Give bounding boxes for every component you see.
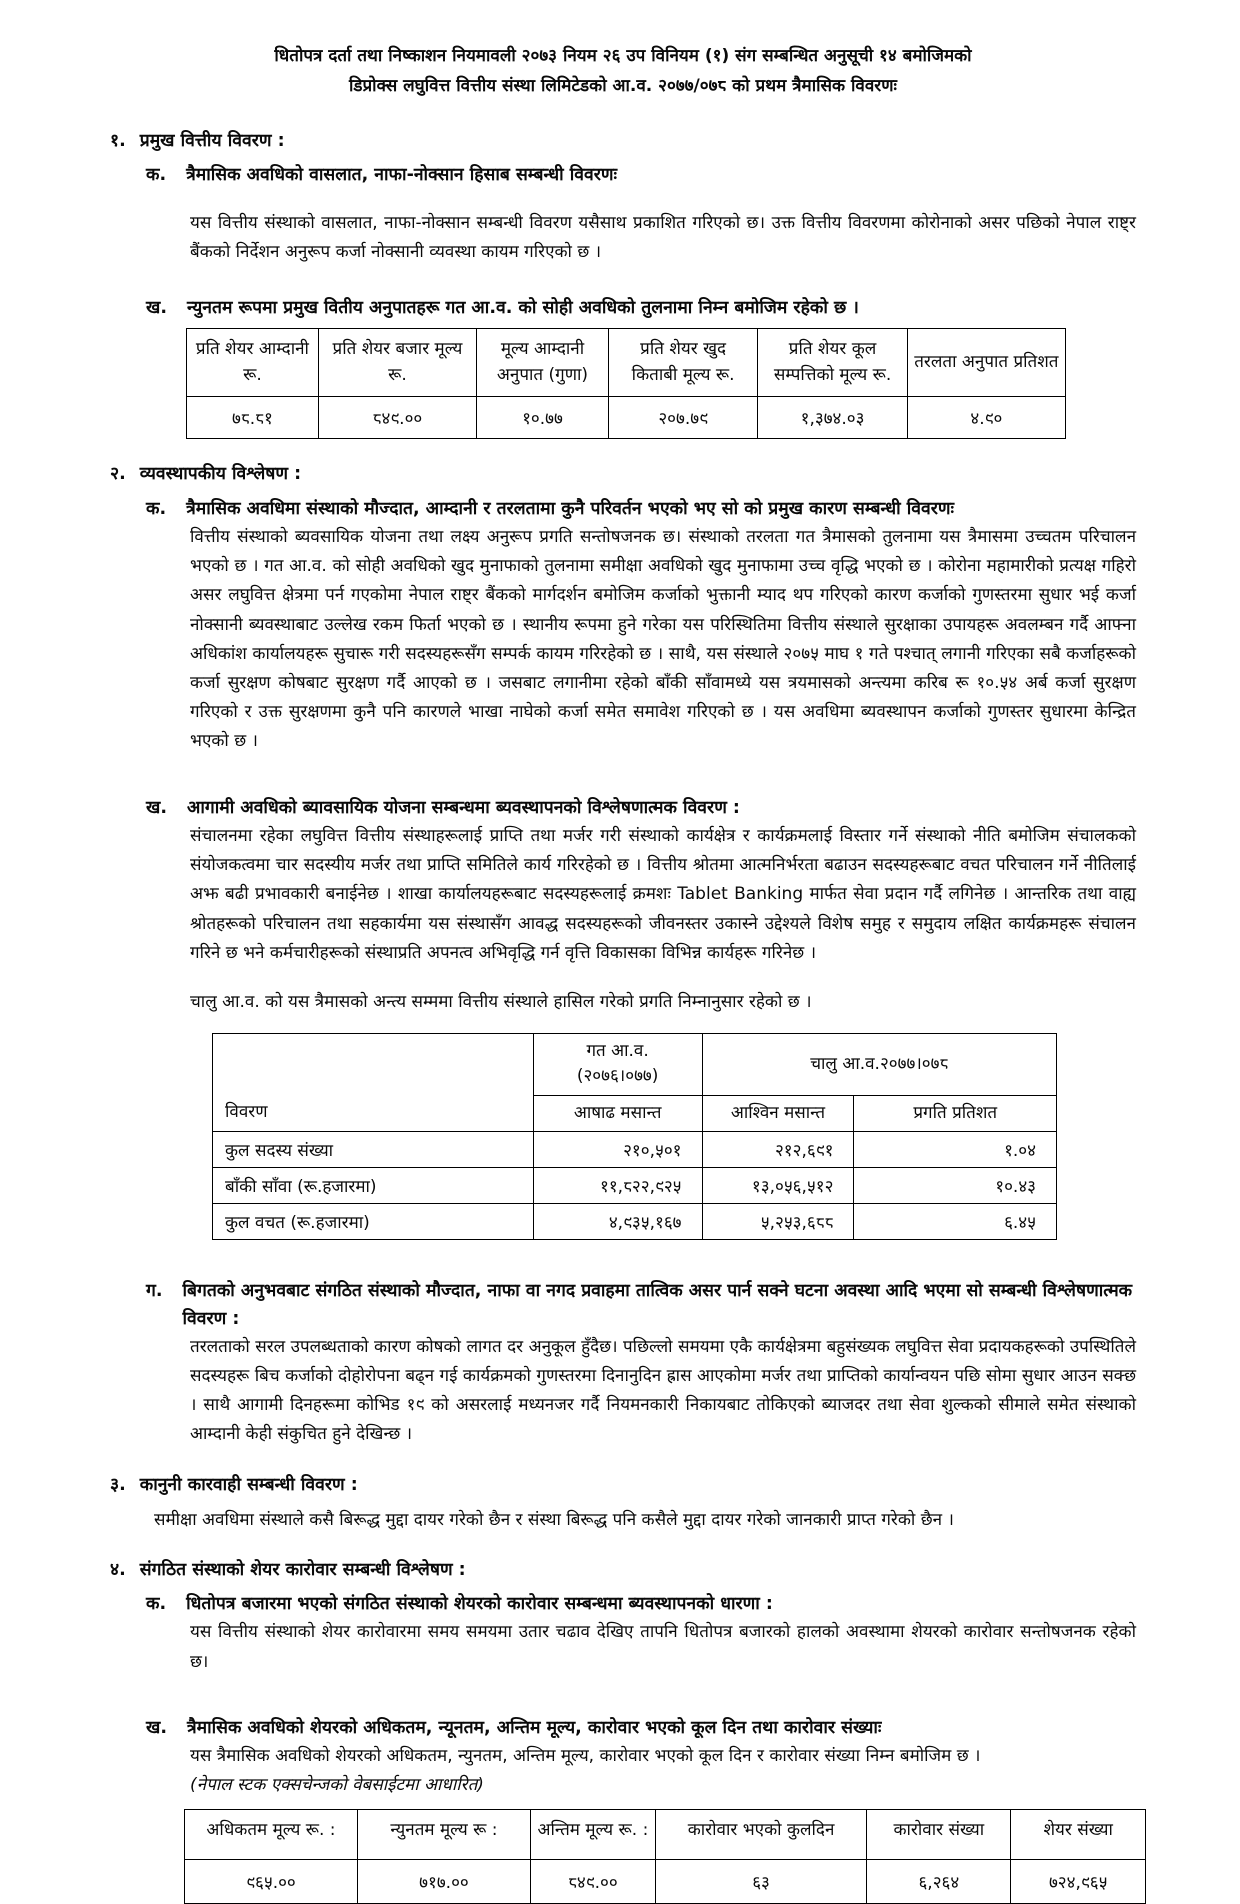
item-heading: धितोपत्र बजारमा भएको संगठित संस्थाको शेयरको कारोवार सम्बन्धमा ब्यवस्थापनको धारणा : xyxy=(186,1594,773,1615)
item-heading: त्रैमासिक अवधिको शेयरको अधिकतम, न्यूनतम, अन्तिम मूल्य, कारोवार भएको कूल दिन तथा कारोवार संख्याः xyxy=(186,1717,882,1738)
section-2-item-kha xyxy=(146,795,1136,1241)
item-label: ख. xyxy=(146,298,167,319)
item-label: क. xyxy=(146,498,167,519)
section-4-item-kha xyxy=(146,1715,1136,1904)
share-trading-table xyxy=(184,1809,1146,1904)
previous-fy-line1: गत आ.व. xyxy=(586,1040,649,1061)
table-row xyxy=(213,1204,1057,1240)
progress-table xyxy=(212,1033,1057,1241)
table-cell: ७१७.०० xyxy=(357,1860,530,1904)
table-row xyxy=(187,397,1066,439)
table-header-row xyxy=(185,1809,1146,1860)
table-cell: २१०,५०१ xyxy=(533,1132,702,1168)
section-2-item-ka xyxy=(146,496,1136,757)
section-1-number: १. xyxy=(110,130,126,151)
table-cell: ७२४,९६५ xyxy=(1011,1860,1146,1904)
table-cell: २१२,६९१ xyxy=(702,1132,854,1168)
table-header-row xyxy=(187,329,1066,397)
item-heading: त्रैमासिक अवधिमा संस्थाको मौज्दात, आम्दानी र तरलतामा कुनै परिवर्तन भएको भए सो को प्रमुख कारण सम्बन्धी विवरणः xyxy=(186,498,955,519)
section-2-number: २. xyxy=(110,464,126,485)
table-cell: ४.९० xyxy=(907,397,1065,439)
table-cell-description: बाँकी साँवा (रू.हजारमा) xyxy=(213,1168,534,1204)
section-4-kha-body: यस त्रैमासिक अवधिको शेयरको अधिकतम, न्युनतम, अन्तिम मूल्य, कारोवार भएको कूल दिन र कारोवार संख्या निम्न बमोजिम छ । xyxy=(190,1746,981,1767)
section-1-title: प्रमुख वित्तीय विवरण : xyxy=(139,130,285,151)
table-cell: ५,२५३,६८८ xyxy=(702,1204,854,1240)
table-cell: १.०४ xyxy=(854,1132,1057,1168)
column-header: कारोवार संख्या xyxy=(867,1809,1011,1860)
data-source-note: (नेपाल स्टक एक्सचेन्जको वेबसाईटमा आधारित) xyxy=(190,1775,484,1796)
item-label: क. xyxy=(146,1594,167,1615)
item-heading: बिगतको अनुभवबाट संगठित संस्थाको मौज्दात, नाफा वा नगद प्रवाहमा तात्विक असर पार्न सक्ने घटना अवस्था आदि भएमा सो सम्बन्धी विश्लेषणात्मक विवरण : xyxy=(182,1281,1133,1329)
section-1-item-ka xyxy=(146,162,1136,268)
table-cell: २०७.७९ xyxy=(608,397,757,439)
item-heading: आगामी अवधिको ब्यावसायिक योजना सम्बन्धमा ब्यवस्थापनको विश्लेषणात्मक विवरण : xyxy=(186,797,740,818)
table-cell-description: कुल वचत (रू.हजारमा) xyxy=(213,1204,534,1240)
column-header: प्रति शेयर बजार मूल्य रू. xyxy=(318,329,476,397)
column-header: तरलता अनुपात प्रतिशत xyxy=(907,329,1065,397)
column-header: मूल्य आम्दानी अनुपात (गुणा) xyxy=(477,329,609,397)
column-header-current-fy: चालु आ.व.२०७७।०७८ xyxy=(702,1033,1056,1095)
section-3 xyxy=(110,1472,1136,1535)
column-header: प्रति शेयर कूल सम्पत्तिको मूल्य रू. xyxy=(758,329,907,397)
section-3-number: ३. xyxy=(110,1474,126,1495)
table-cell: ६.४५ xyxy=(854,1204,1057,1240)
subcolumn-header: आश्विन मसान्त xyxy=(702,1095,854,1132)
section-1-ka-body: यस वित्तीय संस्थाको वासलात, नाफा-नोक्सान सम्बन्धी विवरण यसैसाथ प्रकाशित गरिएको छ। उक्त वित्तीय विवरणमा कोरोनाको असर पछिको नेपाल राष्ट्र बैंकको निर्देशन अनुरूप कर्जा नोक्सानी व्यवस्था कायम गरिएको छ । xyxy=(190,212,1136,263)
column-header: प्रति शेयर आम्दानी रू. xyxy=(187,329,319,397)
section-3-title: कानुनी कारवाही सम्बन्धी विवरण : xyxy=(139,1474,358,1495)
item-label: ख. xyxy=(146,1717,167,1738)
table-cell: ७८.८१ xyxy=(187,397,319,439)
table-cell: ८४९.०० xyxy=(530,1860,655,1904)
section-2-item-ga xyxy=(146,1278,1136,1449)
section-4 xyxy=(110,1557,1136,1904)
table-cell: ४,९३५,१६७ xyxy=(533,1204,702,1240)
column-header: शेयर संख्या xyxy=(1011,1809,1146,1860)
table-cell: ८४९.०० xyxy=(318,397,476,439)
section-4-number: ४. xyxy=(110,1560,126,1581)
table-cell: ६३ xyxy=(655,1860,866,1904)
table-cell: १०.४३ xyxy=(854,1168,1057,1204)
item-label: ख. xyxy=(146,797,167,818)
item-heading: न्युनतम रूपमा प्रमुख वितीय अनुपातहरू गत आ.व. को सोही अवधिको तुलनामा निम्न बमोजिम रहेको छ । xyxy=(186,298,859,319)
section-2-ga-body: तरलताको सरल उपलब्धताको कारण कोषको लागत दर अनुकूल हुँदैछ। पछिल्लो समयमा एकै कार्यक्षेत्रमा बहुसंख्यक लघुवित्त सेवा प्रदायकहरूको उपस्थितिले सदस्यहरू बिच कर्जाको दोहोरोपना बढ्न गई कार्यक्रमको गुणस्तरमा दिनानुदिन ह्रास आएकोमा मर्जर तथा प्राप्तिको कार्यान्वयन पछि सोमा सुधार आउन सक्छ । साथै आगामी दिनहरूमा कोभिड १९ को असरलाई मध्यनजर गर्दै नियमनकारी निकायबाट तोकिएको ब्याजदर तथा सेवा शुल्कको सीमाले समेत संस्थाको आम्दानी केही संकुचित हुने देखिन्छ । xyxy=(190,1336,1136,1445)
table-cell: १३,०५६,५१२ xyxy=(702,1168,854,1204)
table-header-row xyxy=(213,1033,1057,1095)
column-header: प्रति शेयर खुद किताबी मूल्य रू. xyxy=(608,329,757,397)
item-heading: त्रैमासिक अवधिको वासलात, नाफा-नोक्सान हिसाब सम्बन्धी विवरणः xyxy=(186,164,618,185)
table-cell: ११,८२२,९२५ xyxy=(533,1168,702,1204)
section-2-ka-body: वित्तीय संस्थाको ब्यवसायिक योजना तथा लक्ष्य अनुरूप प्रगति सन्तोषजनक छ। संस्थाको तरलता गत त्रैमासको तुलनामा यस त्रैमासमा उच्चतम परिचालन भएको छ । गत आ.व. को सोही अवधिको खुद मुनाफाको तुलनामा समीक्षा अवधिको खुद मुनाफामा उच्च वृद्धि भएको छ । कोरोना महामारीको प्रत्यक्ष गहिरो असर लघुवित्त क्षेत्रमा पर्न गएकोमा नेपाल राष्ट्र बैंकको मार्गदर्शन बमोजिम कर्जाको भुक्तानी म्याद थप गरिएको कारण कर्जाको गुणस्तरमा सुधार भई कर्जा नोक्सानी ब्यवस्थाबाट उल्लेख रकम फिर्ता भएको छ । स्थानीय रूपमा हुने गरेका यस परिस्थितिमा वित्तीय संस्थाले सुरक्षाका उपायहरू अवलम्बन गर्दै आफ्ना अधिकांश कार्यालयहरू सुचारू गरी सदस्यहरूसँग सम्पर्क कायम गरिरहेको छ । साथै, यस संस्थाले २०७५ माघ १ गते पश्चात् लगानी गरिएका सबै कर्जाहरूको कर्जा सुरक्षण कोषबाट सुरक्षण गर्दै आएको छ । जसबाट लगानीमा रहेको बाँकी साँवामध्ये यस त्रयमासको अन्त्यमा करिब रू १०.५४ अर्ब कर्जा सुरक्षण गरिएको र उक्त सुरक्षणमा कुनै पनि कारणले भाखा नाघेको कर्जा समेत समावेश गरिएको छ । यस अवधिमा ब्यवस्थापन कर्जाको गुणस्तर सुधारमा केन्द्रित भएको छ । xyxy=(190,526,1136,752)
document-header xyxy=(110,42,1136,102)
column-header: अन्तिम मूल्य रू. : xyxy=(530,1809,655,1860)
table-row xyxy=(213,1132,1057,1168)
document-header-line2: डिप्रोक्स लघुवित्त वित्तीय संस्था लिमिटेडको आ.व. २०७७/०७८ को प्रथम त्रैमासिक विवरणः xyxy=(349,75,897,96)
section-1 xyxy=(110,128,1136,440)
table-row xyxy=(213,1168,1057,1204)
table-row xyxy=(185,1860,1146,1904)
column-header: अधिकतम मूल्य रू. : xyxy=(185,1809,358,1860)
column-header: न्युनतम मूल्य रू : xyxy=(357,1809,530,1860)
column-header-description: विवरण xyxy=(213,1033,534,1132)
section-4-item-ka xyxy=(146,1591,1136,1677)
previous-fy-line2: (२०७६।०७७) xyxy=(576,1066,659,1087)
table-cell: १,३७४.०३ xyxy=(758,397,907,439)
section-3-body: समीक्षा अवधिमा संस्थाले कसै बिरूद्ध मुद्दा दायर गरेको छैन र संस्था बिरूद्ध पनि कसैले मुद्दा दायर गरेको जानकारी प्राप्त गरेको छैन । xyxy=(154,1509,954,1530)
section-4-ka-body: यस वित्तीय संस्थाको शेयर कारोवारमा समय समयमा उतार चढाव देखिए तापनि धितोपत्र बजारको हालको अवस्थामा शेयरको कारोवार सन्तोषजनक रहेको छ। xyxy=(190,1622,1136,1672)
document-header-line1: धितोपत्र दर्ता तथा निष्काशन नियमावली २०७३ नियम २६ उप विनियम (१) संग सम्बन्धित अनुसूची १४ बमोजिमको xyxy=(274,46,972,66)
column-header: कारोवार भएको कुलदिन xyxy=(655,1809,866,1860)
column-header-previous-fy xyxy=(533,1033,702,1095)
table-cell: १०.७७ xyxy=(477,397,609,439)
table-cell: ९६५.०० xyxy=(185,1860,358,1904)
section-2-title: व्यवस्थापकीय विश्लेषण : xyxy=(139,464,302,485)
section-2-kha-body: संचालनमा रहेका लघुवित्त वित्तीय संस्थाहरूलाई प्राप्ति तथा मर्जर गरी संस्थाको कार्यक्षेत्र र कार्यक्रमलाई विस्तार गर्ने संस्थाको नीति बमोजिम संचालकको संयोजकत्वमा चार सदस्यीय मर्जर तथा प्राप्ति समितिले कार्य गरिरहेको छ । वित्तीय श्रोतमा आत्मनिर्भरता बढाउन सदस्यहरूबाट वचत परिचालन गर्ने नीतिलाई अझ बढी प्रभावकारी बनाईनेछ । शाखा कार्यालयहरूबाट सदस्यहरूलाई क्रमशः Tablet Banking मार्फत सेवा प्रदान गर्दै लगिनेछ । आन्तरिक तथा वाह्य श्रोतहरूको परिचालन तथा सहकार्यमा यस संस्थासँग आवद्ध सदस्यहरूको जीवनस्तर उकास्ने उद्देश्यले विशेष समुह र समुदाय लक्षित कार्यक्रमहरू संचालन गरिने छ भने कर्मचारीहरूको संस्थाप्रति अपनत्व अभिवृद्धि गर्न वृत्ति विकासका विभिन्न कार्यहरू गरिनेछ । xyxy=(190,825,1137,963)
item-label: क. xyxy=(146,164,167,185)
item-label: ग. xyxy=(146,1281,163,1302)
subcolumn-header: आषाढ मसान्त xyxy=(533,1095,702,1132)
section-1-item-kha xyxy=(146,295,1136,439)
subcolumn-header: प्रगति प्रतिशत xyxy=(854,1095,1057,1132)
table-cell: ६,२६४ xyxy=(867,1860,1011,1904)
section-4-title: संगठित संस्थाको शेयर कारोवार सम्बन्धी विश्लेषण : xyxy=(139,1560,466,1581)
progress-intro: चालु आ.व. को यस त्रैमासको अन्त्य सम्ममा वित्तीय संस्थाले हासिल गरेको प्रगति निम्नानुसार रहेको छ । xyxy=(190,992,812,1013)
table-cell-description: कुल सदस्य संख्या xyxy=(213,1132,534,1168)
financial-ratios-table xyxy=(186,328,1066,439)
section-2 xyxy=(110,461,1136,1449)
